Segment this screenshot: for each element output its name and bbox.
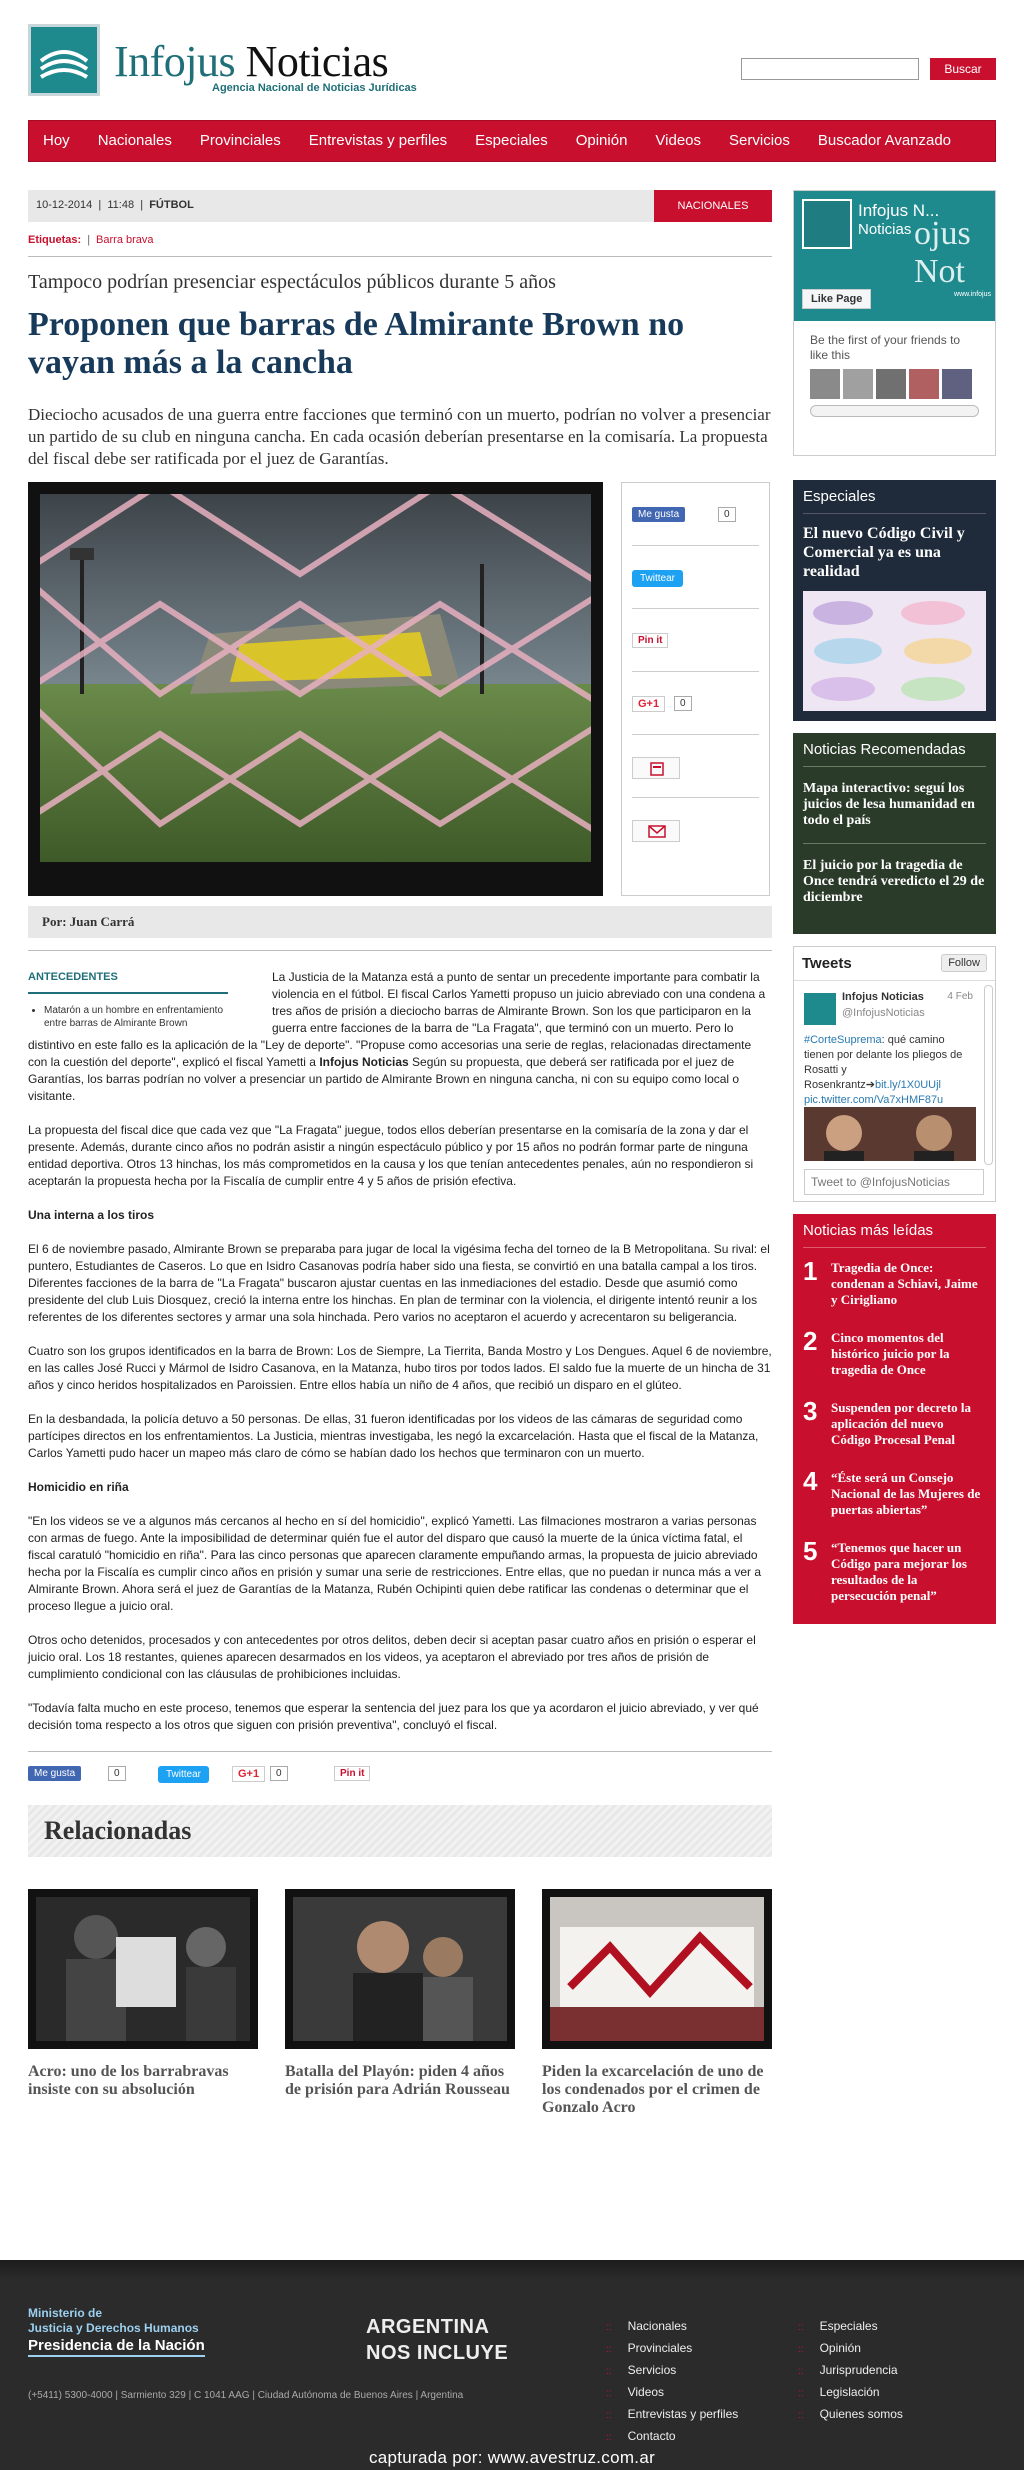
ministry-line-2: Justicia y Derechos Humanos (28, 2321, 199, 2335)
article-author: Por: Juan Carrá (28, 906, 772, 938)
bottom-gplus-count: 0 (270, 1766, 288, 1781)
tag-link[interactable]: Barra brava (96, 234, 154, 246)
rank-3: 3 (803, 1396, 818, 1426)
site-footer (0, 2260, 1024, 2470)
fb-url: www.infojus (954, 291, 991, 298)
paragraph-6: "En los videos se ve a algunos más cercanos al hecho en sí del homicidio", explicó Yametti. Las filmaciones mostraron a varias personas con armas de fuego. Ante la imposibilidad de determinar quién fue el autor del disparo que causó la muerte de la única víctima fatal, el fiscal caratuló "homicidio en riña". Para las cinco personas que aparecen claramente empuñando armas, la propuesta de juicio abreviado hecha por la Fiscalía es cumplir cinco años en prisión y sumar una serie de restricciones. Entre ellas, que no puedan ir nunca más a ver a Almirante Brown. Ahora será el juez de Garantías de la Matanza, Rubén Ochipinti quien debe ratificar las condenas o determinar que el proceso llegue a juicio oral. (28, 1514, 762, 1613)
nav-entrevistas[interactable]: Entrevistas y perfiles (308, 132, 448, 149)
logo-tagline: Agencia Nacional de Noticias Jurídicas (212, 82, 417, 94)
argentina-line-2: NOS INCLUYE (366, 2342, 509, 2364)
nav-opinion[interactable]: Opinión (575, 132, 628, 149)
nav-buscador[interactable]: Buscador Avanzado (817, 132, 952, 149)
ministry-line-1: Ministerio de (28, 2306, 103, 2320)
date-value: 10-12-2014 (36, 199, 93, 211)
friend-avatar[interactable] (942, 369, 972, 399)
tweet-button[interactable]: Twittear (632, 570, 683, 587)
mas-leidas-title: Noticias más leídas (803, 1222, 986, 1248)
share-panel (621, 482, 770, 896)
presidencia-text: Presidencia de la Nación (28, 2338, 205, 2357)
share-print (632, 735, 759, 798)
footer-link[interactable]: :: Contacto (606, 2429, 676, 2443)
related-grid (28, 1889, 772, 2129)
facebook-widget (793, 190, 996, 456)
site-header (28, 0, 996, 120)
recomendada-item-2[interactable]: El juicio por la tragedia de Once tendrá veredicto el 29 de diciembre (803, 843, 986, 920)
friend-avatar[interactable] (876, 369, 906, 399)
mas-leida-item-5[interactable] (803, 1528, 986, 1614)
nav-especiales[interactable]: Especiales (475, 132, 548, 149)
footer-link[interactable]: :: Jurisprudencia (798, 2363, 898, 2377)
fb-friend-thumbs (810, 369, 979, 399)
footer-link[interactable]: :: Opinión (798, 2341, 861, 2355)
nav-provinciales[interactable]: Provinciales (199, 132, 281, 149)
subheading-1: Una interna a los tiros (28, 1208, 155, 1222)
brand-main: Infojus (114, 37, 236, 86)
related-title-1[interactable]: Acro: uno de los barrabravas insiste con su absolución (28, 2063, 229, 2098)
argentina-logo[interactable] (366, 2314, 508, 2366)
email-icon[interactable] (632, 820, 680, 842)
antecedentes-box (28, 969, 228, 1030)
nav-videos[interactable]: Videos (655, 132, 702, 149)
mas-leida-title-2[interactable]: Cinco momentos del histórico juicio por la tragedia de Once (831, 1330, 950, 1377)
mas-leida-title-3[interactable]: Suspenden por decreto la aplicación del nuevo Código Procesal Penal (831, 1400, 972, 1447)
paragraph-2: La propuesta del fiscal dice que cada vez que "La Fragata" juegue, todos ellos deberían presentarse en la comisaría de la zona y dar el presente. Además, durante cinco años no podrán asistir a ningún espectáculo público y por 15 años no podrán formar parte de ninguna entidad deportiva. Otros 13 hinchas, los más comprometidos en la causa y los que tenían antecedentes penales, aún no respondieron si aceptarán la propuesta hecha por la Fiscalía de cumplir entre 4 y 5 años de prisión efectiva. (28, 1123, 754, 1188)
pin-button[interactable]: Pin it (632, 633, 668, 648)
bottom-gplus-button[interactable]: G+1 (232, 1766, 265, 1782)
divider (28, 950, 772, 951)
search-input[interactable] (741, 58, 919, 80)
mas-leidas-panel (793, 1214, 996, 1624)
especiales-panel (793, 480, 996, 721)
rank-2: 2 (803, 1326, 818, 1356)
footer-links-1 (606, 2316, 738, 2448)
mas-leida-item-3[interactable] (803, 1388, 986, 1458)
brand-second: Noticias (245, 37, 389, 86)
subheading-2: Homicidio en riña (28, 1480, 129, 1494)
category-value: FÚTBOL (149, 199, 194, 211)
mas-leida-item-4[interactable] (803, 1458, 986, 1528)
time-value: 11:48 (107, 199, 135, 211)
related-card-1[interactable] (28, 1889, 258, 2099)
tweet-handle[interactable]: @InfojusNoticias (842, 1007, 925, 1019)
search-button[interactable]: Buscar (930, 58, 996, 80)
share-pinterest (632, 609, 759, 672)
friend-avatar[interactable] (909, 369, 939, 399)
p1-brand: Infojus Noticias (319, 1055, 409, 1069)
share-email (632, 798, 759, 861)
search-form (741, 58, 996, 80)
tweet-link-1[interactable]: bit.ly/1X0UUjl (874, 1079, 941, 1091)
logo-text[interactable] (114, 36, 388, 87)
section-badge[interactable]: NACIONALES (654, 190, 772, 222)
tags-row: Etiquetas: | Barra brava (28, 234, 772, 257)
tweet-image[interactable] (804, 1107, 976, 1161)
mas-leida-item-1[interactable] (803, 1248, 986, 1318)
paragraph-4: Cuatro son los grupos identificados en la barra de Brown: Los de Siempre, La Tierrita, Banda Mostro y Los Dengues. Aquel 6 de noviembre, en las calles José Rucci y Mármol de Isidro Casanova, en la Matanza, hubo tiros por todos lados. El saldo fue la muerte de un hincha de 31 años y cinco heridos hospitalizados en Paroissien. Entre ellos había un niño de 4 años, que recibió un disparo en el glúteo. (28, 1344, 772, 1392)
fb-page-logo-icon (802, 199, 852, 249)
paragraph-5: En la desbandada, la policía detuvo a 50 personas. De ellas, 31 fueron identificadas por los videos de las cámaras de seguridad como partícipes directos en los enfrentamientos. La Justicia, mientras investigaba, les negó la excarcelación. Hasta que el fiscal de la Matanza, Carlos Yametti pudo hacer un mapeo más claro de cómo se habían dado los hechos que terminaron con un muerto. (28, 1412, 759, 1460)
bottom-fb-like-button[interactable]: Me gusta (28, 1766, 81, 1781)
footer-shadow (0, 2260, 1024, 2280)
footer-link[interactable]: :: Videos (606, 2385, 665, 2399)
mas-leida-item-2[interactable] (803, 1318, 986, 1388)
footer-link[interactable]: :: Legislación (798, 2385, 880, 2399)
tweets-title: Tweets (802, 955, 852, 972)
nav-hoy[interactable]: Hoy (43, 132, 70, 149)
antecedentes-link[interactable]: • Matarón a un hombre en enfrentamiento entre barras de Almirante Brown (44, 1004, 228, 1030)
fb-page-name[interactable]: Infojus N... (858, 201, 940, 220)
article-kicker: Tampoco podrían presenciar espectáculos públicos durante 5 años (28, 271, 556, 293)
related-card-2[interactable] (285, 1889, 515, 2099)
related-card-3[interactable] (542, 1889, 772, 2117)
follow-button[interactable]: Follow (941, 954, 987, 972)
related-title-2[interactable]: Batalla del Playón: piden 4 años de prisión para Adrián Rousseau (285, 2063, 510, 2098)
especiales-link[interactable]: El nuevo Código Civil y Comercial ya es una realidad (803, 525, 965, 580)
twitter-widget (793, 946, 996, 1202)
paragraph-8: "Todavía falta mucho en este proceso, tenemos que esperar la sentencia del juez para los que ya acordaron el juicio abreviado, y ver qué decisión toma respecto a los otros que siguen con prisión preventiva", concluyó el fiscal. (28, 1701, 759, 1732)
mas-leida-title-5[interactable]: “Tenemos que hacer un Código para mejorar los resultados de la persecución penal” (831, 1540, 967, 1603)
capture-credit: capturada por: www.avestruz.com.ar (368, 2448, 656, 2467)
nav-nacionales[interactable]: Nacionales (97, 132, 172, 149)
article-column (28, 190, 772, 2129)
tweet-date[interactable]: 4 Feb (947, 991, 973, 1002)
paragraph-7: Otros ocho detenidos, procesados y con antecedentes por otros delitos, deben decir si aceptan pasar cuatro años en prisión o esperar el juicio oral. Los 18 restantes, quienes aparecen desarmados en los videos, ya aceptaron el abreviado por tres años de prisión de cumplimiento condicional con las cláusulas de prohibiciones incluidas. (28, 1633, 756, 1681)
bottom-tweet-button[interactable]: Twittear (158, 1766, 209, 1783)
tweet-author[interactable]: Infojus Noticias (842, 991, 924, 1003)
mas-leida-title-1[interactable]: Tragedia de Once: condenan a Schiavi, Jaime y Cirigliano (831, 1260, 978, 1307)
tweet-link-2[interactable]: pic.twitter.com/Va7xHMF87u (804, 1094, 944, 1106)
logo-icon[interactable] (28, 24, 100, 96)
footer-address: (+5411) 5300-4000 | Sarmiento 329 | C 1041 AAG | Ciudad Autónoma de Buenos Aires | Argentina (28, 2390, 464, 2401)
footer-link[interactable]: :: Quienes somos (798, 2407, 903, 2421)
tags-label: Etiquetas: (28, 234, 82, 246)
share-facebook (632, 483, 759, 546)
recomendadas-title: Noticias Recomendadas (803, 741, 986, 767)
page-container (28, 0, 996, 2260)
tweet-text (804, 1033, 974, 1108)
friend-avatar[interactable] (843, 369, 873, 399)
especiales-title: Especiales (803, 488, 986, 514)
footer-link[interactable]: :: Provinciales (606, 2341, 693, 2355)
recomendada-item-1[interactable]: Mapa interactivo: seguí los juicios de lesa humanidad en todo el país (803, 781, 975, 828)
article-body (28, 969, 772, 1734)
footer-link[interactable]: :: Servicios (606, 2363, 677, 2377)
related-title-3[interactable]: Piden la excarcelación de uno de los condenados por el crimen de Gonzalo Acro (542, 2063, 764, 2116)
argentina-line-1: ARGENTINA (366, 2316, 490, 2338)
related-image-2[interactable] (285, 1889, 515, 2049)
friend-avatar[interactable] (810, 369, 840, 399)
article-media (28, 482, 772, 896)
sidebar (793, 190, 996, 1624)
share-twitter (632, 546, 759, 609)
fb-like-button[interactable]: Me gusta (632, 507, 685, 522)
gplus-count: 0 (674, 696, 692, 711)
related-heading: Relacionadas (28, 1805, 772, 1857)
tweet-avatar[interactable] (804, 993, 836, 1025)
rank-4: 4 (803, 1466, 818, 1496)
fb-page-sub: Noticias (858, 221, 912, 238)
fb-like-count: 0 (718, 507, 736, 522)
antecedentes-title: ANTECEDENTES (28, 969, 228, 994)
paragraph-3: El 6 de noviembre pasado, Almirante Brown se preparaba para jugar de local la vigésima fecha del torneo de la B Metropolitana. Su rival: el puntero, Estudiantes de Caseros. Lo que en Isidro Casanovas podría haber sido una fiesta, se convirtió en una batalla campal a los tiros. Diferentes facciones de la barra de "La Fragata" buscaron ajustar cuentas en las inmediaciones del estadio. Desde que asumió como presidente del club Luis Diosquez, creció la interna entre los hinchas. En plan de terminar con la violencia, el dirigente intentó reunir a los referentes de los diferentes sectores y armar una sola hinchada. Pero varios no aceptaron el acuerdo y acrecentaron su beligerancia. (28, 1242, 770, 1324)
article-title: Proponen que barras de Almirante Brown no vayan más a la cancha (28, 306, 685, 381)
article-lead: Dieciocho acusados de una guerra entre facciones que terminó con un muerto, podrían no volver a presenciar un partido de su club en ninguna cancha. En cada ocasión deberían presentarse en la comisaría. La propuesta del fiscal debe ser ratificada por el juez de Garantías. (28, 405, 771, 468)
p1-part-c: Según su propuesta, que deberá ser ratificada por el juez de Garantías, los barras podrían no volver a presenciar un partido de Almirante Brown en ninguna cancha, ni con su equipo como local o visitante. (28, 1055, 740, 1103)
article-date: 10-12-2014 | 11:48 | FÚTBOL (36, 199, 194, 211)
twitter-header (794, 947, 995, 981)
tweet-hashtag[interactable]: #CorteSuprema (804, 1034, 882, 1046)
especiales-image[interactable] (803, 591, 986, 711)
fb-scrollbar[interactable] (810, 405, 979, 417)
footer-link[interactable]: :: Entrevistas y perfiles (606, 2407, 739, 2421)
p1-part-a: La Justicia de la Matanza está a punto de sentar un precedente importante para combatir la violencia en el fútbol. El fiscal Carlos Yametti propuso un juicio abreviado con una condena a tres años de prisión a dieciocho barras de Almirante Brown. Son los que participaron en la guerra entre facciones de la barra de "La Fragata", que terminó con un muerto. Pero lo distintivo en este fallo es la aplicación de la "Ley de deporte". "Propuse como accesorias una serie de reglas, relacionadas directamente con la cuestión del deporte", explicó el fiscal Yametti a (28, 970, 766, 1069)
ministry-logo[interactable] (28, 2306, 205, 2357)
article-photo[interactable] (40, 494, 591, 862)
share-gplus (632, 672, 759, 735)
gplus-button[interactable]: G+1 (632, 696, 665, 712)
tweet-to-input[interactable]: Tweet to @InfojusNoticias (804, 1169, 984, 1195)
related-image-1[interactable] (28, 1889, 258, 2049)
bottom-fb-count: 0 (108, 1766, 126, 1781)
footer-link[interactable]: :: Nacionales (606, 2319, 687, 2333)
photo-frame (28, 482, 603, 896)
main-nav (28, 120, 996, 162)
mas-leida-title-4[interactable]: “Éste será un Consejo Nacional de las Mujeres de puertas abiertas” (831, 1470, 981, 1517)
rank-1: 1 (803, 1256, 818, 1286)
footer-links-2 (798, 2316, 903, 2426)
fb-cover[interactable] (794, 191, 995, 321)
tweet-body: : qué camino tienen por delante los pliegos de Rosatti y Rosenkrantz➔ (804, 1034, 963, 1091)
fb-like-page-button[interactable]: Like Page (802, 289, 871, 309)
bottom-share-row (28, 1751, 772, 1793)
footer-link[interactable]: :: Especiales (798, 2319, 878, 2333)
fb-cover-text: ojus Not (914, 215, 971, 290)
twitter-scrollbar[interactable] (984, 985, 993, 1165)
nav-servicios[interactable]: Servicios (729, 132, 790, 149)
related-image-3[interactable] (542, 1889, 772, 2049)
print-icon[interactable] (632, 757, 680, 779)
article-meta (28, 190, 772, 222)
bottom-pin-button[interactable]: Pin it (334, 1766, 370, 1781)
rank-5: 5 (803, 1536, 818, 1566)
recomendadas-panel (793, 733, 996, 934)
fb-friends-text: Be the first of your friends to like this (810, 333, 961, 362)
